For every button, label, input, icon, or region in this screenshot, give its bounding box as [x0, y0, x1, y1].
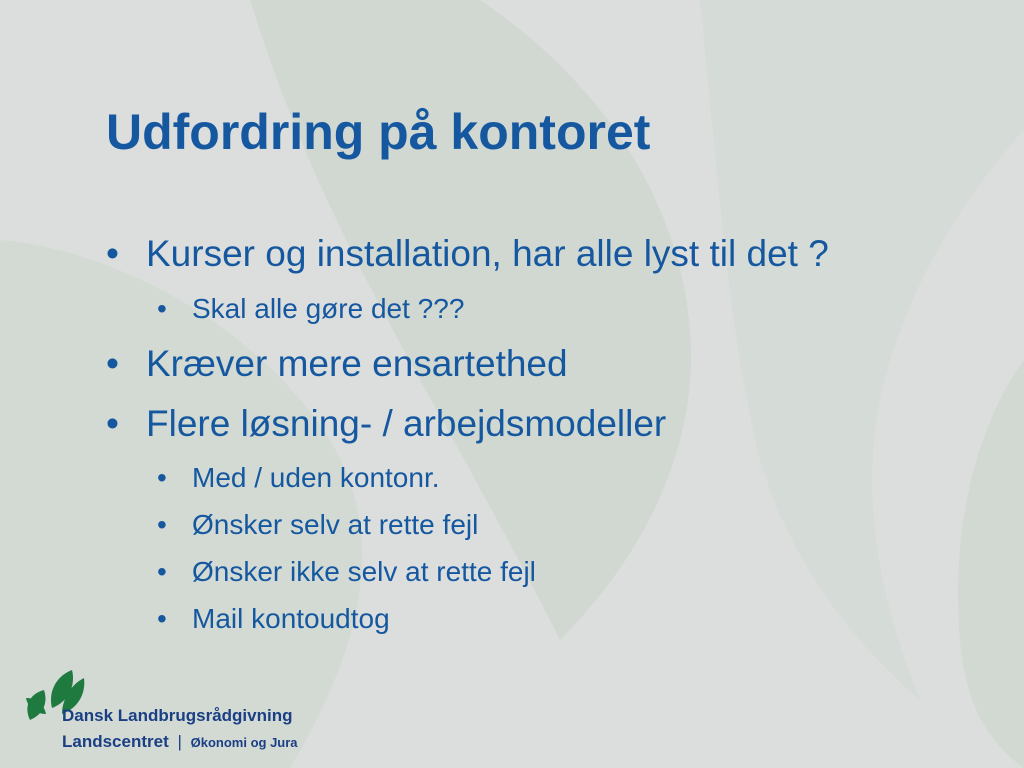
company-logo: [22, 668, 342, 758]
logo-subtitle: [62, 732, 298, 752]
slide-title: Udfordring på kontoret: [106, 104, 651, 160]
bullet-text: Kurser og installation, har alle lyst til det ?: [146, 233, 829, 274]
sub-bullet-item: [157, 462, 440, 494]
logo-name-part1: Dansk Landbrugs: [62, 706, 206, 725]
logo-name: [62, 706, 293, 726]
bullet-item: [106, 233, 829, 275]
logo-line2-sub: Økonomi og Jura: [190, 735, 298, 750]
bullet-marker: •: [157, 556, 167, 587]
bullet-text: Ønsker ikke selv at rette fejl: [192, 556, 536, 587]
sub-bullet-item: [157, 556, 536, 588]
logo-name-part2: rådgivning: [205, 706, 293, 725]
bullet-text: Ønsker selv at rette fejl: [192, 509, 479, 540]
bullet-marker: •: [157, 293, 167, 324]
bullet-marker: •: [157, 603, 167, 634]
logo-line2-main: Landscentret: [62, 732, 169, 751]
bullet-text: Skal alle gøre det ???: [192, 293, 465, 324]
bullet-marker: •: [157, 509, 167, 540]
bullet-marker: •: [157, 462, 167, 493]
bullet-marker: •: [106, 343, 119, 384]
bullet-text: Med / uden kontonr.: [192, 462, 440, 493]
bullet-item: [106, 343, 568, 385]
bullet-item: [106, 403, 667, 445]
sub-bullet-item: [157, 509, 479, 541]
bullet-marker: •: [106, 403, 119, 444]
bullet-text: Mail kontoudtog: [192, 603, 390, 634]
logo-separator: |: [177, 732, 182, 751]
sub-bullet-item: [157, 603, 390, 635]
sub-bullet-item: [157, 293, 465, 325]
bullet-text: Flere løsning- / arbejdsmodeller: [146, 403, 667, 444]
bullet-text: Kræver mere ensartethed: [146, 343, 568, 384]
bullet-marker: •: [106, 233, 119, 274]
